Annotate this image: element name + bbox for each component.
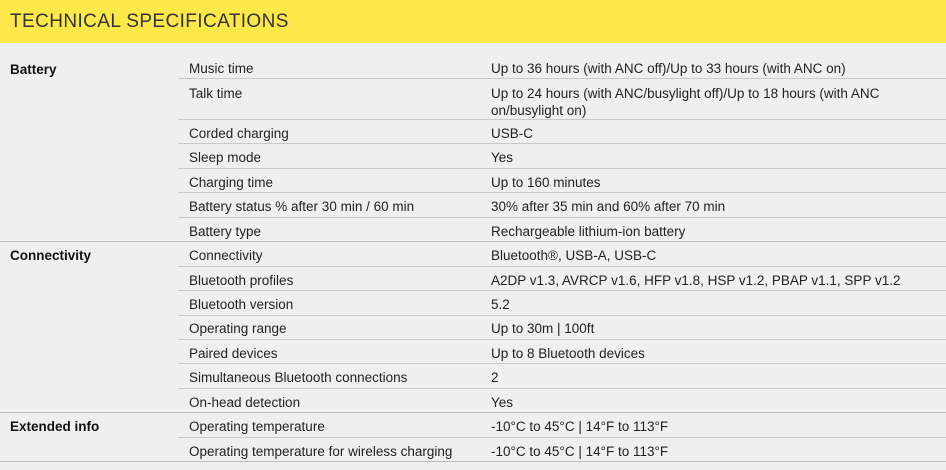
table-row (178, 315, 946, 339)
table-row (178, 193, 946, 217)
spec-key: Simultaneous Bluetooth connections (189, 370, 408, 385)
spec-value: 2 (491, 370, 499, 385)
spec-key: Music time (189, 61, 254, 76)
spec-value: Rechargeable lithium-ion battery (491, 224, 686, 239)
spec-key: Corded charging (189, 126, 289, 141)
spec-key: Operating range (189, 321, 287, 336)
spec-key: Charging time (189, 175, 274, 190)
spec-key: Bluetooth profiles (189, 273, 294, 288)
spec-key: Paired devices (189, 346, 278, 361)
page-title: TECHNICAL SPECIFICATIONS (10, 11, 289, 32)
spec-header (0, 0, 946, 43)
spec-value: 30% after 35 min and 60% after 70 min (491, 199, 726, 214)
section-divider (0, 461, 946, 462)
spec-key: On-head detection (189, 395, 301, 410)
spec-key: Operating temperature (189, 419, 325, 434)
table-row (178, 169, 946, 193)
section-label: Battery (10, 62, 57, 77)
spec-key: Battery status % after 30 min / 60 min (189, 199, 415, 214)
row-divider (178, 78, 946, 79)
spec-key: Connectivity (189, 248, 263, 263)
table-row (178, 55, 946, 79)
spec-value: -10°C to 45°C | 14°F to 113°F (491, 444, 669, 459)
table-row (178, 218, 946, 242)
table-row (178, 389, 946, 413)
spec-value: Bluetooth®, USB-A, USB-C (491, 248, 657, 263)
table-row (178, 144, 946, 168)
table-row (178, 80, 946, 120)
table-row (178, 120, 946, 144)
spec-key: Operating temperature for wireless charging (189, 444, 453, 459)
section-label: Extended info (10, 419, 100, 434)
section-label: Connectivity (10, 248, 92, 263)
spec-value: Yes (491, 395, 514, 410)
spec-value: USB-C (491, 126, 534, 141)
spec-value: A2DP v1.3, AVRCP v1.6, HFP v1.8, HSP v1.2, PBAP v1.1, SPP v1.2 (491, 273, 901, 288)
table-row (178, 340, 946, 364)
spec-value: Up to 8 Bluetooth devices (491, 346, 645, 361)
spec-value: Up to 30m | 100ft (491, 321, 595, 336)
spec-value: Yes (491, 150, 514, 165)
spec-key: Talk time (189, 86, 243, 101)
spec-value: -10°C to 45°C | 14°F to 113°F (491, 419, 669, 434)
table-row (178, 267, 946, 291)
spec-key: Sleep mode (189, 150, 262, 165)
table-row (178, 413, 946, 437)
spec-table (0, 43, 946, 470)
spec-value: Up to 24 hours (with ANC/busylight off)/Up to 18 hours (with ANC on/busylight on) (491, 86, 880, 118)
spec-value: Up to 160 minutes (491, 175, 601, 190)
table-row (178, 291, 946, 315)
spec-key: Battery type (189, 224, 262, 239)
table-row (178, 242, 946, 266)
spec-key: Bluetooth version (189, 297, 294, 312)
table-row (178, 364, 946, 388)
table-row (178, 438, 946, 462)
spec-value: 5.2 (491, 297, 510, 312)
spec-value: Up to 36 hours (with ANC off)/Up to 33 hours (with ANC on) (491, 61, 846, 76)
